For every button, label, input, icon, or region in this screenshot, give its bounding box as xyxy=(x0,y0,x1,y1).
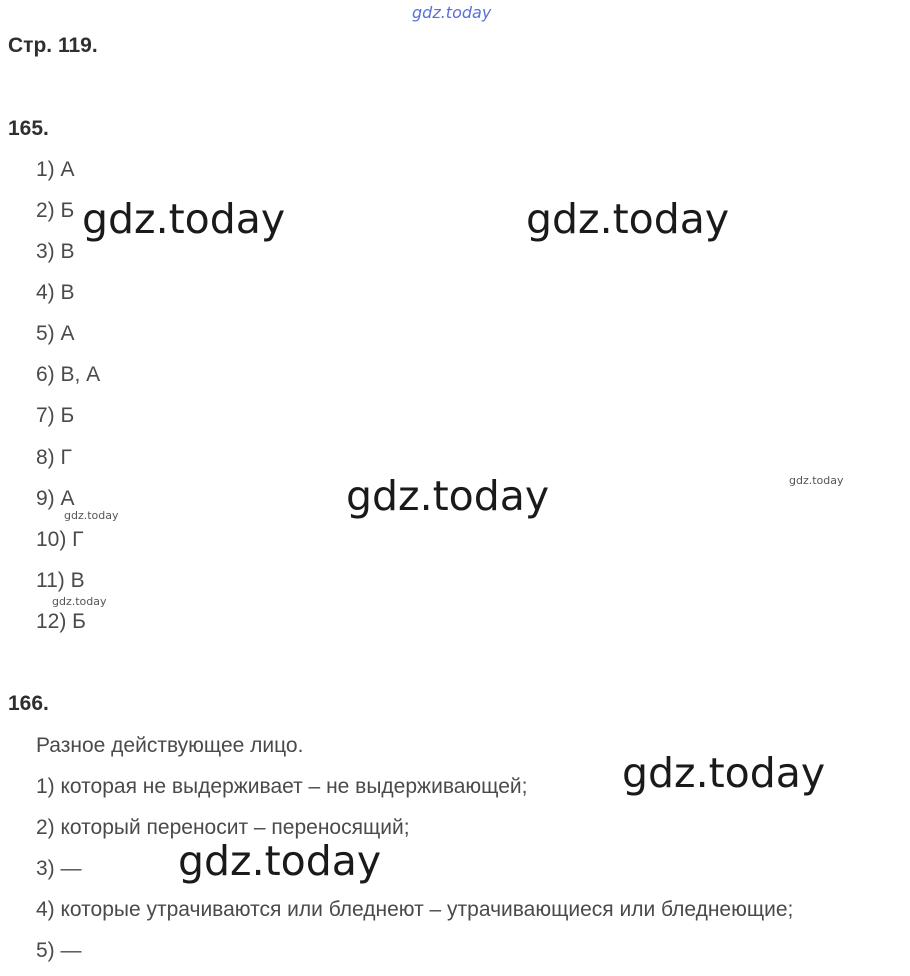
task-165-answer: 11) В xyxy=(36,569,85,592)
watermark-large: gdz.today xyxy=(346,472,550,520)
watermark-small: gdz.today xyxy=(52,595,107,608)
task-165-answer: 2) Б xyxy=(36,199,75,222)
page-title: Стр. 119. xyxy=(8,34,98,57)
watermark-large: gdz.today xyxy=(82,195,286,243)
watermark-top: gdz.today xyxy=(412,3,492,22)
task-166-line: 3) — xyxy=(36,857,82,880)
task-166-line: 4) которые утрачиваются или бледнеют – утрачивающиеся или бледнеющие; xyxy=(36,898,794,921)
watermark-large: gdz.today xyxy=(526,195,730,243)
task-165-answer: 3) В xyxy=(36,240,75,263)
task-166-line: 1) которая не выдерживает – не выдерживающей; xyxy=(36,775,528,798)
watermark-large: gdz.today xyxy=(178,837,382,885)
task-165-answer: 4) В xyxy=(36,281,75,304)
task-165-answer: 5) А xyxy=(36,322,75,345)
watermark-large: gdz.today xyxy=(622,749,826,797)
watermark-small: gdz.today xyxy=(789,474,844,487)
task-166-line: 2) который переносит – переносящий; xyxy=(36,816,410,839)
task-165-answer: 1) А xyxy=(36,158,75,181)
task-165-number: 165. xyxy=(8,117,49,140)
task-166-line: 5) — xyxy=(36,939,82,962)
task-166-number: 166. xyxy=(8,692,49,715)
task-166-intro: Разное действующее лицо. xyxy=(36,734,304,757)
task-165-answer: 9) А xyxy=(36,487,75,510)
task-165-answer: 7) Б xyxy=(36,404,75,427)
task-165-answer: 6) В, А xyxy=(36,363,101,386)
task-165-answer: 8) Г xyxy=(36,446,72,469)
watermark-small: gdz.today xyxy=(64,509,119,522)
task-165-answer: 12) Б xyxy=(36,610,86,633)
task-165-answer: 10) Г xyxy=(36,528,84,551)
